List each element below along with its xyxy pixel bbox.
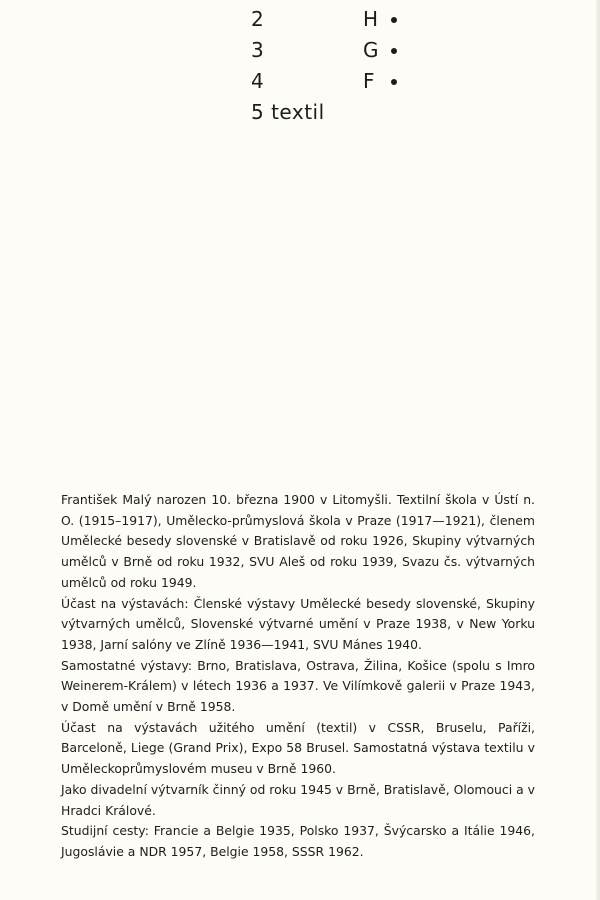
bullet-dot-icon [391,17,397,23]
catalogue-row [251,35,411,66]
page-edge [596,0,600,900]
catalogue-number: 5 textil [251,100,325,124]
catalogue-row [251,66,411,97]
biography-paragraph: Studijní cesty: Francie a Belgie 1935, Polsko 1937, Švýcarsko a Itálie 1946, Jugoslávie a NDR 1957, Belgie 1958, SSSR 1962. [61,823,535,859]
biography-paragraph: Účast na výstavách užitého umění (textil) v CSSR, Bruselu, Paříži, Barceloně, Liege (Grand Prix), Expo 58 Brusel. Samostatná výstava textilu v Uměleckoprůmyslovém museu v Brně 1960. [61,719,535,777]
biography-paragraph: Účast na výstavách: Členské výstavy Umělecké besedy slovenské, Skupiny výtvarných umělců, Slovenské výtvarné umění v Praze 1938, v New Yorku 1938, Jarní salóny ve Zlíně 1936—1941, SVU Mánes 1940. [61,595,535,652]
catalogue-code: G [363,38,379,62]
biography-paragraph: Samostatné výstavy: Brno, Bratislava, Ostrava, Žilina, Košice (spolu s Imro Weinerem-Králem) v létech 1936 a 1937. Ve Vilímkově galerii v Praze 1943, v Domě umění v Brně 1958. [61,657,535,715]
catalogue-row [251,4,411,35]
bullet-dot-icon [391,48,397,54]
biography-paragraph: Jako divadelní výtvarník činný od roku 1945 v Brně, Bratislavě, Olomouci a v Hradci Králové. [61,781,535,818]
catalogue-number: 2 [251,7,265,31]
catalogue-row [251,97,411,128]
biography-paragraph: František Malý narozen 10. března 1900 v Litomyšli. Textilní škola v Ústí n. O. (1915–1917), Umělecko-průmyslová škola v Praze (1917—1921), členem Umělecké besedy slovenské v Bratislavě od roku 1926, Skupiny výtvarných umělců v Brně od roku 1932, SVU Aleš od roku 1939, Svazu čs. výtvarných umělců od roku 1949. [61,492,535,590]
bullet-dot-icon [391,79,397,85]
catalogue-number: 4 [251,69,265,93]
catalogue-code: H [363,7,379,31]
catalogue-number: 3 [251,38,265,62]
catalogue-list [251,4,411,128]
catalogue-code: F [363,69,376,93]
artist-biography [61,490,535,863]
